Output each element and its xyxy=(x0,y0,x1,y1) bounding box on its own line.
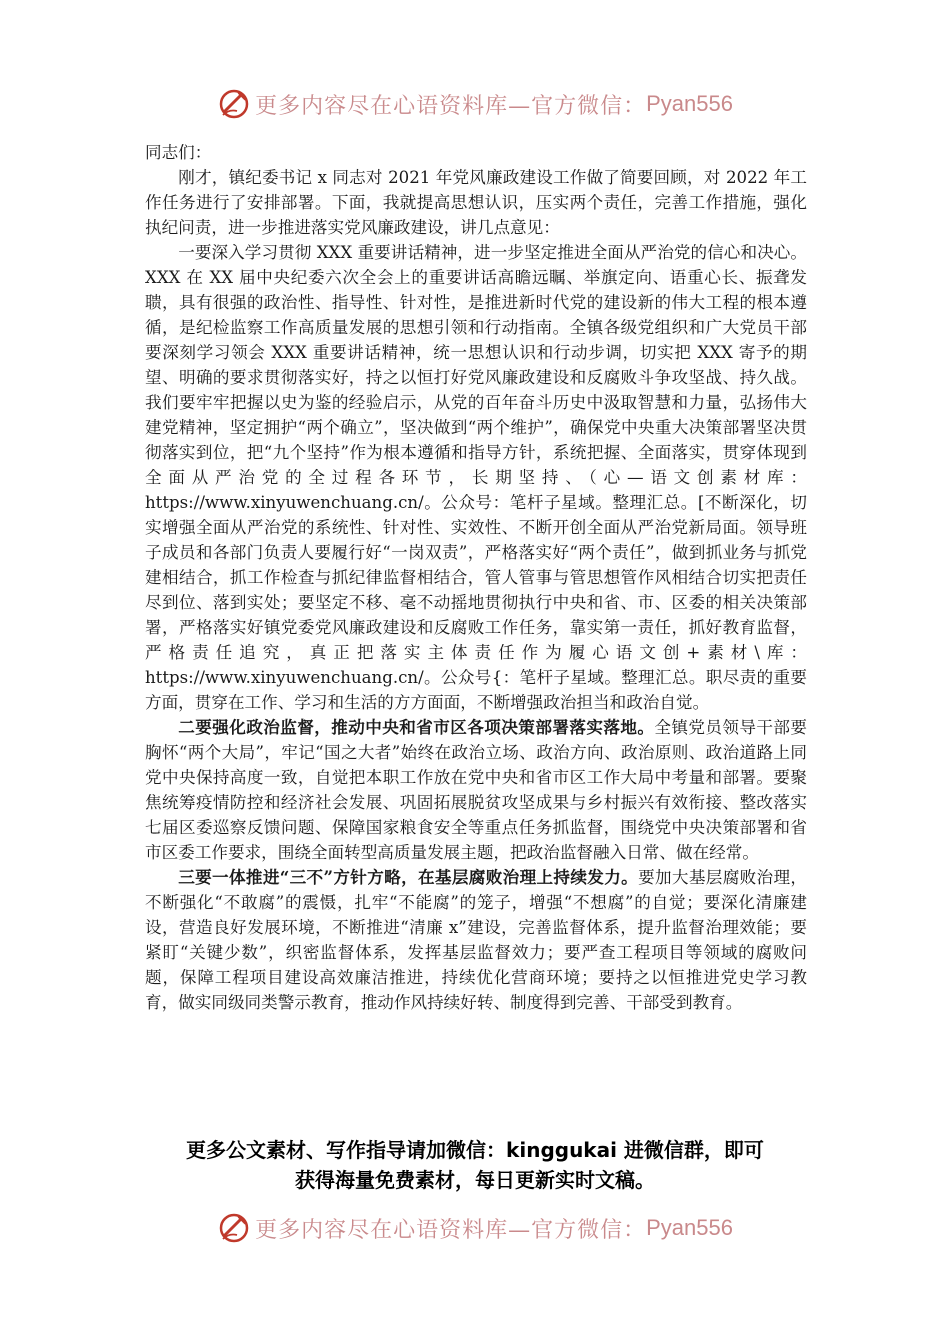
paragraph-point-two xyxy=(145,715,807,865)
paragraph-point-three xyxy=(145,865,807,1015)
paragraph-lead: 二要强化政治监督，推动中央和省市区各项决策部署落实落地。 xyxy=(178,717,655,737)
banner-text: 更多内容尽在心语资料库—官方微信： xyxy=(255,1217,647,1243)
banner-text: 更多内容尽在心语资料库—官方微信： xyxy=(255,93,647,119)
header-banner xyxy=(0,84,950,124)
paragraph-intro xyxy=(145,165,807,240)
promo-line-1: 更多公文素材、写作指导请加微信：kinggukai 进微信群，即可 xyxy=(186,1138,764,1162)
banner-wechat-id: Pyan556 xyxy=(646,1215,733,1240)
paragraph-point-one xyxy=(145,240,807,715)
banner-wechat-id: Pyan556 xyxy=(646,91,733,116)
promo-line-2: 获得海量免费素材，每日更新实时文稿。 xyxy=(295,1168,655,1192)
pen-logo-icon xyxy=(217,1211,251,1245)
salutation: 同志们： xyxy=(145,143,212,162)
paragraph-body: 全镇党员领导干部要胸怀“两个大局”，牢记“国之大者”始终在政治立场、政治方向、政治原则、政治道路上同党中央保持高度一致，自觉把本职工作放在党中央和省市区工作大局中考量和部署。要聚焦统筹疫情防控和经济社会发展、巩固拓展脱贫攻坚成果与乡村振兴有效衔接、整改落实七届区委巡察反馈问题、保障国家粮食安全等重点任务抓监督，围绕党中央决策部署和省市区委工作要求，围绕全面转型高质量发展主题，把政治监督融入日常、做在经常。 xyxy=(145,718,808,862)
paragraph-body: 一要深入学习贯彻 XXX 重要讲话精神，进一步坚定推进全面从严治党的信心和决心。XXX 在 XX 届中央纪委六次全会上的重要讲话高瞻远瞩、举旗定向、语重心长、振聋发聩，具有很强的政治性、指导性、针对性，是推进新时代党的建设新的伟大工程的根本遵循，是纪检监察工作高质量发展的思想引领和行动指南。全镇各级党组织和广大党员干部要深刻学习领会 XXX 重要讲话精神，统一思想认识和行动步调，切实把 XXX 寄予的期望、明确的要求贯彻落实好，持之以恒打好党风廉政建设和反腐败斗争攻坚战、持久战。我们要牢牢把握以史为鉴的经验启示，从党的百年奋斗历史中汲取智慧和力量，弘扬伟大建党精神，坚定拥护“两个确立”，坚决做到“两个维护”，确保党中央重大决策部署坚决贯彻落实到位，把“九个坚持”作为根本遵循和指导方针，系统把握、全面落实，贯穿体现到全面从严治党的全过程各环节，长期坚持、（心—语文创素材库：https://www.xinyuwenchuang.cn/。公众号：笔杆子星域。整理汇总。[不断深化，切实增强全面从严治党的系统性、针对性、实效性、不断开创全面从严治党新局面。领导班子成员和各部门负责人要履行好“一岗双责”，严格落实好“两个责任”，做到抓业务与抓党建相结合，抓工作检查与抓纪律监督相结合，管人管事与管思想管作风相结合切实把责任尽到位、落到实处；要坚定不移、毫不动摇地贯彻执行中央和省、市、区委的相关决策部署，严格落实好镇党委党风廉政建设和反腐败工作任务，靠实第一责任，抓好教育监督，严格责任追究，真正把落实主体责任作为履心语文创+素材\库：https://www.xinyuwenchuang.cn/。公众号{：笔杆子星域。整理汇总。职尽责的重要方面，贯穿在工作、学习和生活的方方面面，不断增强政治担当和政治自觉。 xyxy=(145,243,807,712)
document-body xyxy=(145,140,807,1015)
paragraph-body: 刚才，镇纪委书记 x 同志对 2021 年党风廉政建设工作做了简要回顾，对 2022 年工作任务进行了安排部署。下面，我就提高思想认识，压实两个责任，完善工作措施，强化执纪问责，进一步推进落实党风廉政建设，讲几点意见： xyxy=(145,168,807,237)
paragraph-body: 要加大基层腐败治理，不断强化“不敢腐”的震慑，扎牢“不能腐”的笼子，增强“不想腐”的自觉；要深化清廉建设，营造良好发展环境，不断推进“清廉 x”建设，完善监督体系，提升监督治理效能；要紧盯“关键少数”，织密监督体系，发挥基层监督效力；要严查工程项目等领域的腐败问题，保障工程项目建设高效廉洁推进，持续优化营商环境；要持之以恒推进党史学习教育，做实同级同类警示教育，推动作风持续好转、制度得到完善、干部受到教育。 xyxy=(145,868,808,1012)
paragraph-lead: 三要一体推进“三不”方针方略，在基层腐败治理上持续发力。 xyxy=(178,867,639,887)
footer-banner xyxy=(0,1208,950,1248)
pen-logo-icon xyxy=(217,87,251,121)
promo-block xyxy=(120,1135,830,1195)
